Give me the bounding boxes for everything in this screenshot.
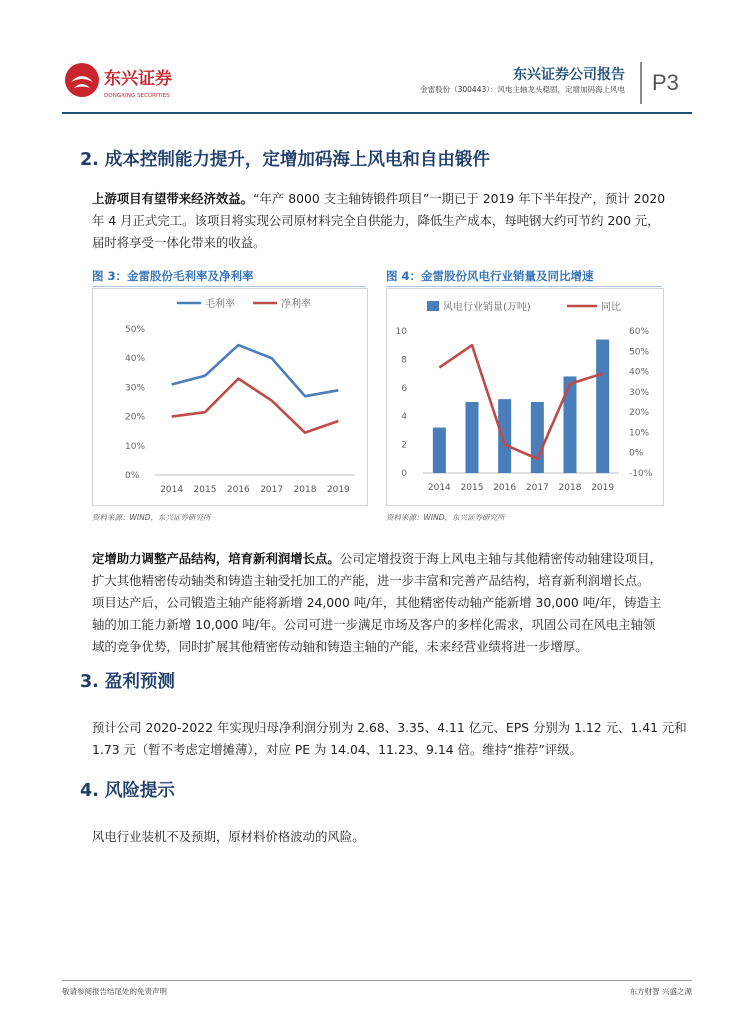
bar — [466, 402, 479, 473]
p1-line3: 届时将享受一体化带来的收益。 — [92, 235, 266, 250]
section2-paragraph2 — [92, 548, 692, 658]
header-rule — [62, 112, 692, 114]
x-tick-label: 2017 — [525, 483, 549, 493]
chart-sales-svg — [387, 289, 663, 505]
p2-lead: 定增助力调整产品结构，培育新利润增长点。 — [92, 551, 340, 566]
y-tick-label: 20% — [125, 412, 146, 423]
p2-line2: 扩大其他精密传动轴类和铸造主轴受托加工的产能，进一步丰富和完善产品结构，培育新利润增长点。 — [92, 573, 650, 588]
section4-paragraph — [92, 826, 692, 848]
y-left-tick-label: 10 — [395, 327, 407, 337]
y-right-tick-label: 50% — [629, 347, 650, 358]
x-tick-label: 2015 — [193, 485, 217, 495]
y-tick-label: 10% — [125, 441, 146, 452]
x-tick-label: 2018 — [558, 483, 582, 493]
figure4-title-rule — [386, 286, 662, 287]
logo-cn-text: 东兴证券 — [104, 69, 172, 89]
y-right-tick-label: -10% — [629, 469, 653, 479]
x-tick-label: 2018 — [293, 485, 317, 495]
logo-emblem-icon — [62, 60, 192, 104]
y-tick-label: 0% — [125, 471, 140, 481]
page-number: P3 — [652, 70, 679, 95]
y-right-tick-label: 0% — [629, 448, 644, 459]
bar — [564, 376, 577, 473]
figure3-title: 图 3：金雷股份毛利率及净利率 — [92, 269, 254, 283]
x-tick-label: 2015 — [460, 483, 484, 493]
legend-label: 净利率 — [281, 299, 311, 310]
y-tick-label: 40% — [125, 354, 146, 365]
bar — [433, 428, 446, 473]
chart-margin-svg — [93, 289, 367, 505]
y-right-tick-label: 10% — [629, 428, 650, 439]
y-right-tick-label: 60% — [629, 327, 650, 337]
y-tick-label: 50% — [125, 325, 146, 335]
figure4-chart — [386, 288, 664, 506]
company-logo — [62, 60, 192, 104]
footer-rule — [62, 980, 692, 981]
s4-line1: 风电行业装机不及预期，原材料价格波动的风险。 — [92, 829, 365, 844]
p1-line1: “年产 8000 支主轴铸锻件项目”一期已于 2019 年下半年投产，预计 2020 — [253, 191, 666, 206]
p2-line1: 公司定增投资于海上风电主轴与其他精密传动轴建设项目， — [339, 551, 662, 566]
y-right-tick-label: 30% — [629, 387, 650, 398]
footer-disclaimer: 敬请参阅报告结尾处的免责声明 — [62, 987, 167, 996]
legend-label: 风电行业销量(万吨) — [443, 302, 531, 313]
y-left-tick-label: 4 — [401, 412, 407, 423]
bar — [498, 399, 511, 473]
section2-paragraph1 — [92, 188, 692, 254]
bar — [531, 402, 544, 473]
footer-slogan: 东方财智 兴盛之源 — [629, 987, 692, 996]
p2-line3: 项目达产后，公司锻造主轴产能将新增 24,000 吨/年，其他精密传动轴产能新增 30,000 吨/年，铸造主 — [92, 595, 662, 610]
section3-heading: 3. 盈利预测 — [80, 672, 175, 692]
y-right-tick-label: 20% — [629, 408, 650, 419]
x-tick-label: 2016 — [493, 483, 517, 493]
x-tick-label: 2014 — [427, 483, 451, 493]
figure3-title-rule — [92, 286, 366, 287]
y-left-tick-label: 2 — [401, 440, 407, 451]
legend-label: 毛利率 — [205, 299, 235, 310]
header-divider — [640, 62, 642, 104]
p1-lead: 上游项目有望带来经济效益。 — [92, 191, 254, 206]
report-subtitle: 金雷股份（300443）：风电主轴龙头稳固，定增加码海上风电 — [420, 85, 625, 94]
series-line — [172, 379, 339, 433]
x-tick-label: 2019 — [326, 485, 350, 495]
figure3-chart — [92, 288, 368, 506]
logo-en-text: DONGXING SECURITIES — [104, 93, 170, 99]
section3-paragraph — [92, 717, 692, 761]
brand-title: 东兴证券公司报告 — [513, 67, 625, 83]
x-tick-label: 2017 — [260, 485, 284, 495]
y-left-tick-label: 8 — [401, 355, 407, 366]
p2-line5: 域的竞争优势，同时扩展其他精密传动轴和铸造主轴的产能，未来经营业绩将进一步增厚。 — [92, 639, 588, 654]
legend-swatch-bar — [427, 301, 439, 311]
y-tick-label: 30% — [125, 383, 146, 394]
x-tick-label: 2016 — [226, 485, 250, 495]
x-tick-label: 2014 — [160, 485, 184, 495]
figure4-source: 资料来源：WIND，东兴证券研究所 — [386, 513, 505, 522]
section2-heading: 2. 成本控制能力提升，定增加码海上风电和自由锻件 — [80, 150, 490, 170]
figure3-source: 资料来源：WIND，东兴证券研究所 — [92, 513, 211, 522]
y-left-tick-label: 0 — [401, 469, 407, 479]
y-left-tick-label: 6 — [401, 383, 407, 394]
x-tick-label: 2019 — [591, 483, 615, 493]
y-right-tick-label: 40% — [629, 367, 650, 378]
bar — [596, 340, 609, 473]
legend-label: 同比 — [601, 302, 621, 313]
series-line — [439, 345, 602, 459]
section4-heading: 4. 风险提示 — [80, 781, 175, 801]
p1-line2: 年 4 月正式完工。该项目将实现公司原材料完全自供能力，降低生产成本，每吨钢大约可节约 200 元， — [92, 213, 660, 228]
s3-line2: 1.73 元（暂不考虑定增摊薄），对应 PE 为 14.04、11.23、9.14 倍。维持“推荐”评级。 — [92, 742, 582, 757]
figure4-title: 图 4：金雷股份风电行业销量及同比增速 — [386, 269, 594, 283]
p2-line4: 轴的加工能力新增 10,000 吨/年。公司可进一步满足市场及客户的多样化需求，巩固公司在风电主轴领 — [92, 617, 656, 632]
s3-line1: 预计公司 2020-2022 年实现归母净利润分别为 2.68、3.35、4.11 亿元、EPS 分别为 1.12 元、1.41 元和 — [92, 720, 687, 735]
